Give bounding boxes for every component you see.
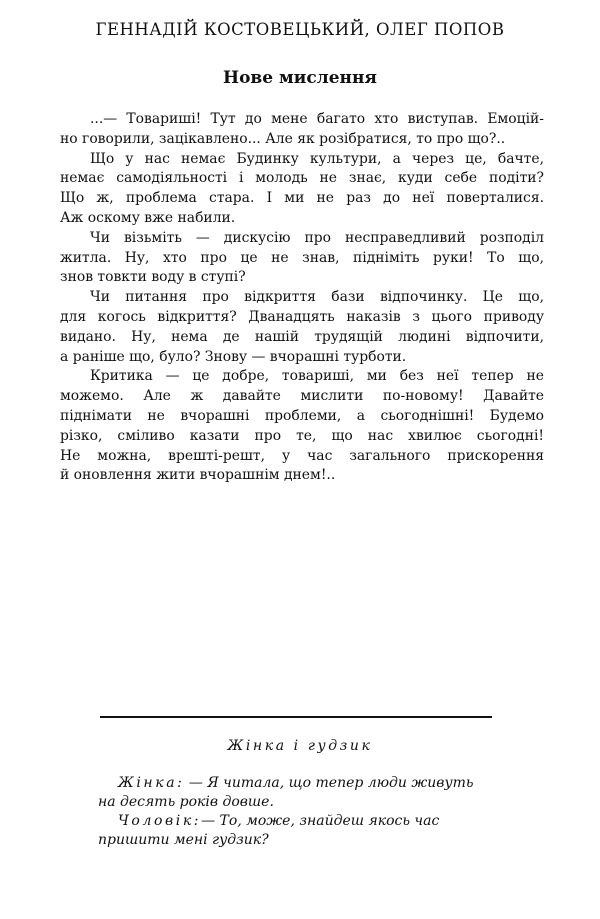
paragraph <box>60 150 544 229</box>
dialogue-text: — То, може, знайдеш якось час <box>201 813 440 829</box>
text-line: видано. Ну, нема де нашій трудящій людині відпочити, <box>60 328 544 345</box>
joke-title: Жінка і гудзик <box>227 738 373 754</box>
text-line: різко, сміливо казати про те, що нас хвилює сьогодні! <box>60 427 544 444</box>
dialogue-text: пришити мені гудзик? <box>98 832 269 848</box>
text-line: й оновлення жити вчорашнім днем!.. <box>60 467 336 484</box>
story-title: Нове мислення <box>223 68 377 88</box>
text-line: Критика — це добре, товариші, ми без неї тепер не <box>90 368 544 385</box>
dialogue-text: — Я читала, що тепер люди живуть <box>184 775 474 791</box>
dialogue-line <box>98 831 498 850</box>
section-divider <box>100 716 492 718</box>
text-line: а раніше що, було? Знову — вчорашні турботи. <box>60 348 407 365</box>
text-line: но говорили, зацікавлено... Але як розібратися, то про що?.. <box>60 130 506 147</box>
paragraph <box>60 367 544 486</box>
text-line: житла. Ну, хто про це не знав, підніміть руки! То що, <box>60 249 544 266</box>
text-line: Не можна, врешті-решт, у час загального прискорення <box>60 447 544 464</box>
running-header: ГЕННАДІЙ КОСТОВЕЦЬКИЙ, ОЛЕГ ПОПОВ <box>95 20 505 39</box>
text-line: для когось відкриття? Дванадцять наказів з цього приводу <box>60 308 544 325</box>
text-line: Чи візьміть — дискусію про несправедливий розподіл <box>90 229 544 246</box>
text-line: ...— Товариші! Тут до мене багато хто виступав. Емоцій- <box>90 111 544 127</box>
text-line: Чи питання про відкриття бази відпочинку. Це що, <box>90 289 544 306</box>
dialogue-line <box>98 774 498 793</box>
joke-body <box>98 774 498 850</box>
text-line: Що у нас немає Будинку культури, а через це, бачте, <box>90 150 544 167</box>
paragraph <box>60 110 544 150</box>
text-line: Аж оскому вже набили. <box>60 209 236 226</box>
speaker-label: Чоловік: <box>118 813 202 829</box>
dialogue-line <box>98 812 498 831</box>
speaker-label: Жінка: <box>118 775 185 791</box>
paragraph <box>60 288 544 367</box>
story-body <box>60 110 544 486</box>
dialogue-text: на десять років довше. <box>98 794 274 810</box>
dialogue-line <box>98 793 498 812</box>
text-line: можемо. Але ж давайте мислити по-новому! Давайте <box>60 388 544 405</box>
text-line: Що ж, проблема стара. І ми не раз до неї поверталися. <box>60 190 544 207</box>
text-line: немає самодіяльності і молодь не знає, куди себе подіти? <box>60 170 544 187</box>
text-line: знов товкти воду в ступі? <box>60 269 246 286</box>
paragraph <box>60 229 544 288</box>
text-line: піднімати не вчорашні проблеми, а сьогоднішні! Будемо <box>60 407 544 424</box>
